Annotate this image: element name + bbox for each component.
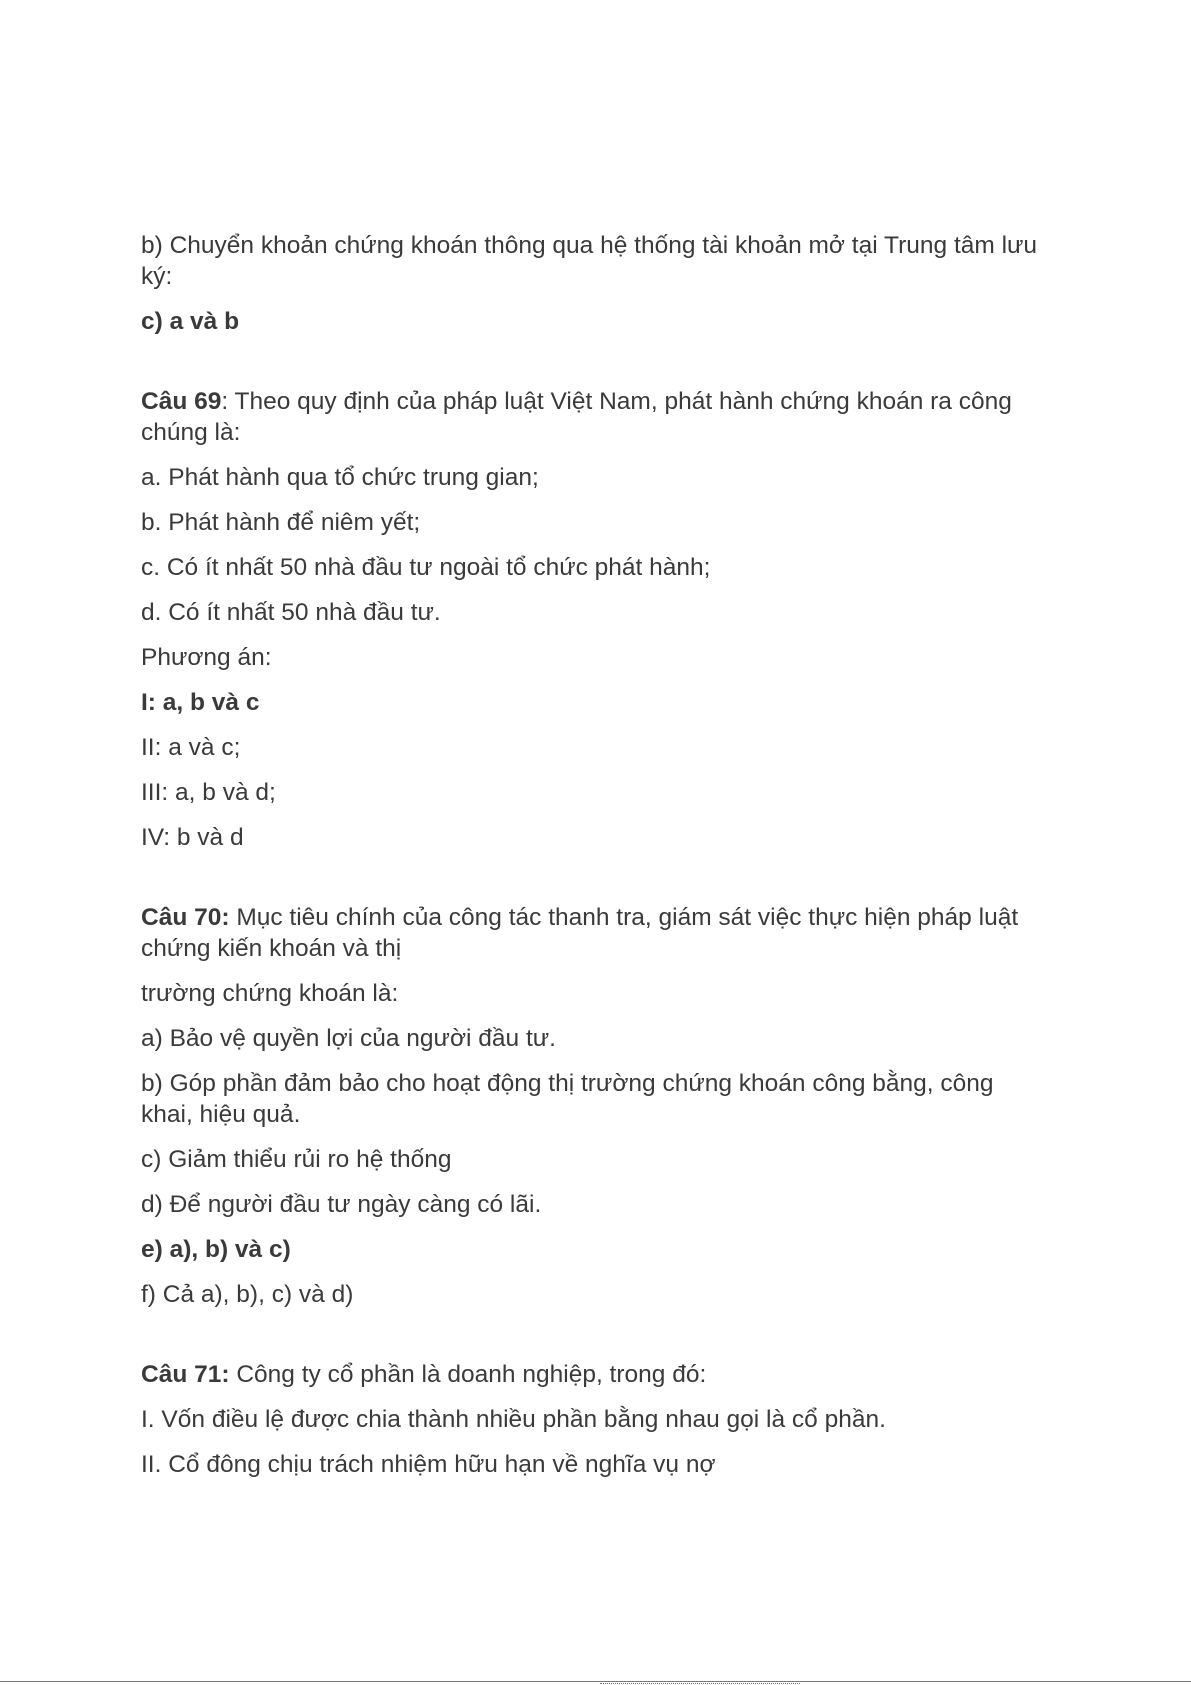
q69-option-d: d. Có ít nhất 50 nhà đầu tư. (141, 599, 441, 626)
q69-plan-i-answer: I: a, b và c (141, 689, 260, 716)
question-70-label: Câu 70: (141, 904, 230, 931)
prev-option-b: b) Chuyển khoản chứng khoán thông qua hệ thống tài khoản mở tại Trung tâm lưu ký: (141, 232, 1038, 290)
spacer (141, 1324, 1041, 1359)
question-69-label: Câu 69 (141, 388, 222, 415)
q69-option-a: a. Phát hành qua tổ chức trung gian; (141, 464, 539, 491)
spacer (141, 867, 1041, 902)
page-bottom-dots (600, 1683, 800, 1684)
q70-option-f: f) Cả a), b), c) và d) (141, 1281, 354, 1308)
q69-plan-label: Phương án: (141, 644, 272, 671)
q70-option-b: b) Góp phần đảm bảo cho hoạt động thị trường chứng khoán công bằng, công khai, hiệu quả. (141, 1070, 994, 1128)
q70-option-e-answer: e) a), b) và c) (141, 1236, 291, 1263)
q69-option-b: b. Phát hành để niêm yết; (141, 509, 421, 536)
question-70 (141, 902, 1041, 964)
q69-plan-iii: III: a, b và d; (141, 779, 276, 806)
question-70-text-cont: trường chứng khoán là: (141, 980, 399, 1007)
q70-option-d: d) Để người đầu tư ngày càng có lãi. (141, 1191, 542, 1218)
q69-option-c: c. Có ít nhất 50 nhà đầu tư ngoài tổ chức phát hành; (141, 554, 711, 581)
question-71-label: Câu 71: (141, 1361, 230, 1388)
q69-plan-iv: IV: b và d (141, 824, 244, 851)
page-bottom-rule (0, 1681, 1191, 1682)
question-69 (141, 386, 1041, 448)
prev-option-c-answer: c) a và b (141, 308, 240, 335)
q71-item-i: I. Vốn điều lệ được chia thành nhiều phần bằng nhau gọi là cổ phần. (141, 1406, 886, 1433)
q70-option-a: a) Bảo vệ quyền lợi của người đầu tư. (141, 1025, 556, 1052)
q70-option-c: c) Giảm thiểu rủi ro hệ thống (141, 1146, 452, 1173)
question-70-text: Mục tiêu chính của công tác thanh tra, giám sát việc thực hiện pháp luật chứng kiến khoán và thị (141, 904, 1019, 962)
question-69-text: : Theo quy định của pháp luật Việt Nam, phát hành chứng khoán ra công chúng là: (141, 388, 1012, 446)
page-content (141, 230, 1041, 1494)
q69-plan-ii: II: a và c; (141, 734, 241, 761)
question-71-text: Công ty cổ phần là doanh nghiệp, trong đó: (229, 1361, 707, 1388)
question-71 (141, 1359, 1041, 1390)
q71-item-ii: II. Cổ đông chịu trách nhiệm hữu hạn về nghĩa vụ nợ (141, 1451, 716, 1478)
spacer (141, 351, 1041, 386)
